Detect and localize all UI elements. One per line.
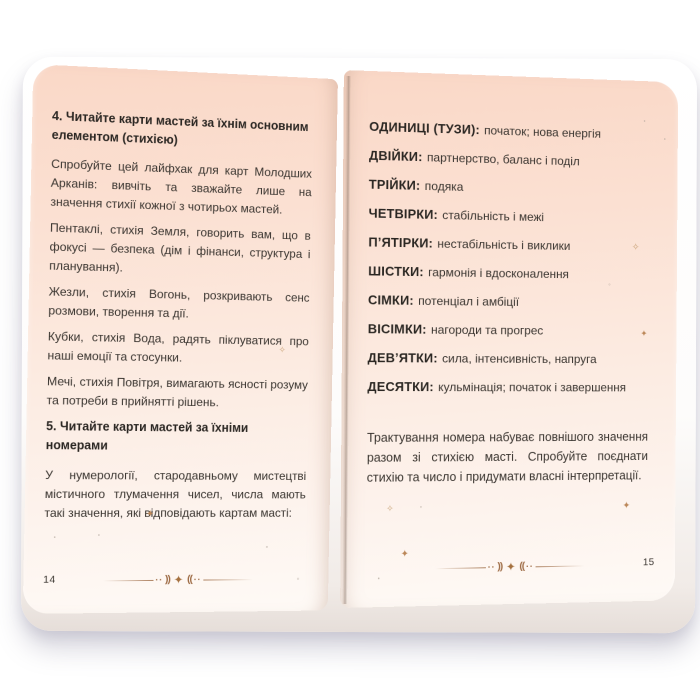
paragraph: Спробуйте цей лайфхак для карт Молодших Арканів: вивчіть та зважайте лише на значення стихії кожної з чотирьох мастей. (50, 156, 313, 217)
divider-line (103, 579, 153, 580)
list-item (369, 206, 650, 228)
dot-icon (98, 534, 100, 539)
item-label: П’ЯТІРКИ: (368, 234, 434, 251)
sparkle-icon (386, 504, 393, 513)
crescent-icon: (( (519, 560, 525, 573)
ring-icon (420, 504, 422, 511)
square-dot-icon (265, 544, 267, 551)
moon-phase-divider (340, 557, 675, 577)
crescent-icon: )) (497, 560, 503, 573)
divider-line (203, 579, 252, 580)
list-item (368, 292, 649, 311)
item-text: стабільність і межі (442, 208, 545, 225)
list-item (368, 263, 649, 283)
ring-icon (608, 282, 610, 289)
item-label: ДЕСЯТКИ: (367, 379, 434, 395)
page-number-right: 15 (642, 556, 655, 569)
list-item (368, 234, 649, 255)
item-label: ДВІЙКИ: (368, 147, 423, 165)
star-icon: ✦ (505, 559, 516, 574)
item-text: нагороди та прогрес (430, 322, 544, 338)
list-item (369, 148, 650, 171)
item-text: нестабільність і виклики (437, 236, 571, 253)
section-heading-4: 4. Читайте карти мастей за їхнім основним елементом (стихією) (51, 108, 309, 148)
dot-icon: ·· (155, 574, 164, 585)
list-item (367, 379, 648, 395)
list-item (368, 350, 649, 367)
item-label: ОДИНИЦІ (ТУЗИ): (369, 118, 480, 138)
item-text: сила, інтенсивність, напруга (442, 351, 597, 367)
page-left (23, 64, 338, 614)
page-right (340, 70, 678, 608)
moon-phase-divider (23, 572, 328, 588)
sparkle-icon (622, 502, 630, 512)
item-text: потенціал і амбіції (418, 293, 520, 309)
page-number-left: 14 (43, 573, 56, 586)
divider-line (536, 565, 585, 567)
crescent-icon: )) (164, 573, 170, 586)
list-item (369, 177, 650, 200)
paragraph: Мечі, стихія Повітря, вимагають ясності розуму та потреби в прийнятті рішень. (46, 374, 309, 410)
item-label: ВІСІМКИ: (367, 321, 427, 337)
dot-icon: ·· (193, 574, 202, 585)
paragraph: Пентаклі, стихія Земля, говорить вам, що в фокусі — безпека (дім і фінанси, структура і планування). (49, 220, 311, 275)
item-label: ДЕВ’ЯТКИ: (367, 350, 438, 366)
dot-icon (644, 120, 646, 125)
divider-line (436, 567, 486, 569)
dot-icon: ·· (526, 561, 534, 572)
list-item (368, 321, 649, 339)
closing-paragraph: Трактування номера набуває повнішого значення разом зі стихією масті. Спробуйте поєднати стихію та число і придумати власні інтерпретації. (366, 429, 649, 485)
item-label: ЧЕТВІРКИ: (368, 205, 439, 222)
paragraph: Жезли, стихія Вогонь, розкривають сенс розмови, творення та дії. (48, 284, 310, 321)
section-heading-5: 5. Читайте карти мастей за їхніми номерами (45, 419, 249, 453)
item-label: ШІСТКИ: (368, 263, 424, 280)
item-label: ТРІЙКИ: (368, 176, 421, 193)
item-text: гармонія і вдосконалення (428, 265, 569, 282)
item-text: подяка (424, 179, 464, 194)
item-text: кульмінація; початок і завершення (438, 380, 626, 395)
item-label: СІМКИ: (367, 292, 414, 308)
dot-icon: ·· (487, 562, 496, 573)
item-text: початок; нова енергія (484, 123, 601, 141)
dot-icon (378, 577, 380, 582)
sparkle-icon (401, 550, 409, 560)
star-icon: ✦ (173, 572, 184, 587)
dot-icon (54, 536, 56, 541)
crescent-icon: (( (187, 573, 193, 586)
paragraph: Кубки, стихія Вода, радять піклуватися про наші емоції та стосунки. (47, 329, 309, 365)
list-item (369, 119, 650, 143)
paragraph: У нумерології, стародавньому мистецтві містичного тлумачення чисел, числа мають такі значення, які відповідають картам масті: (44, 468, 307, 520)
dot-icon (664, 138, 666, 143)
item-text: партнерство, баланс і поділ (426, 150, 580, 169)
